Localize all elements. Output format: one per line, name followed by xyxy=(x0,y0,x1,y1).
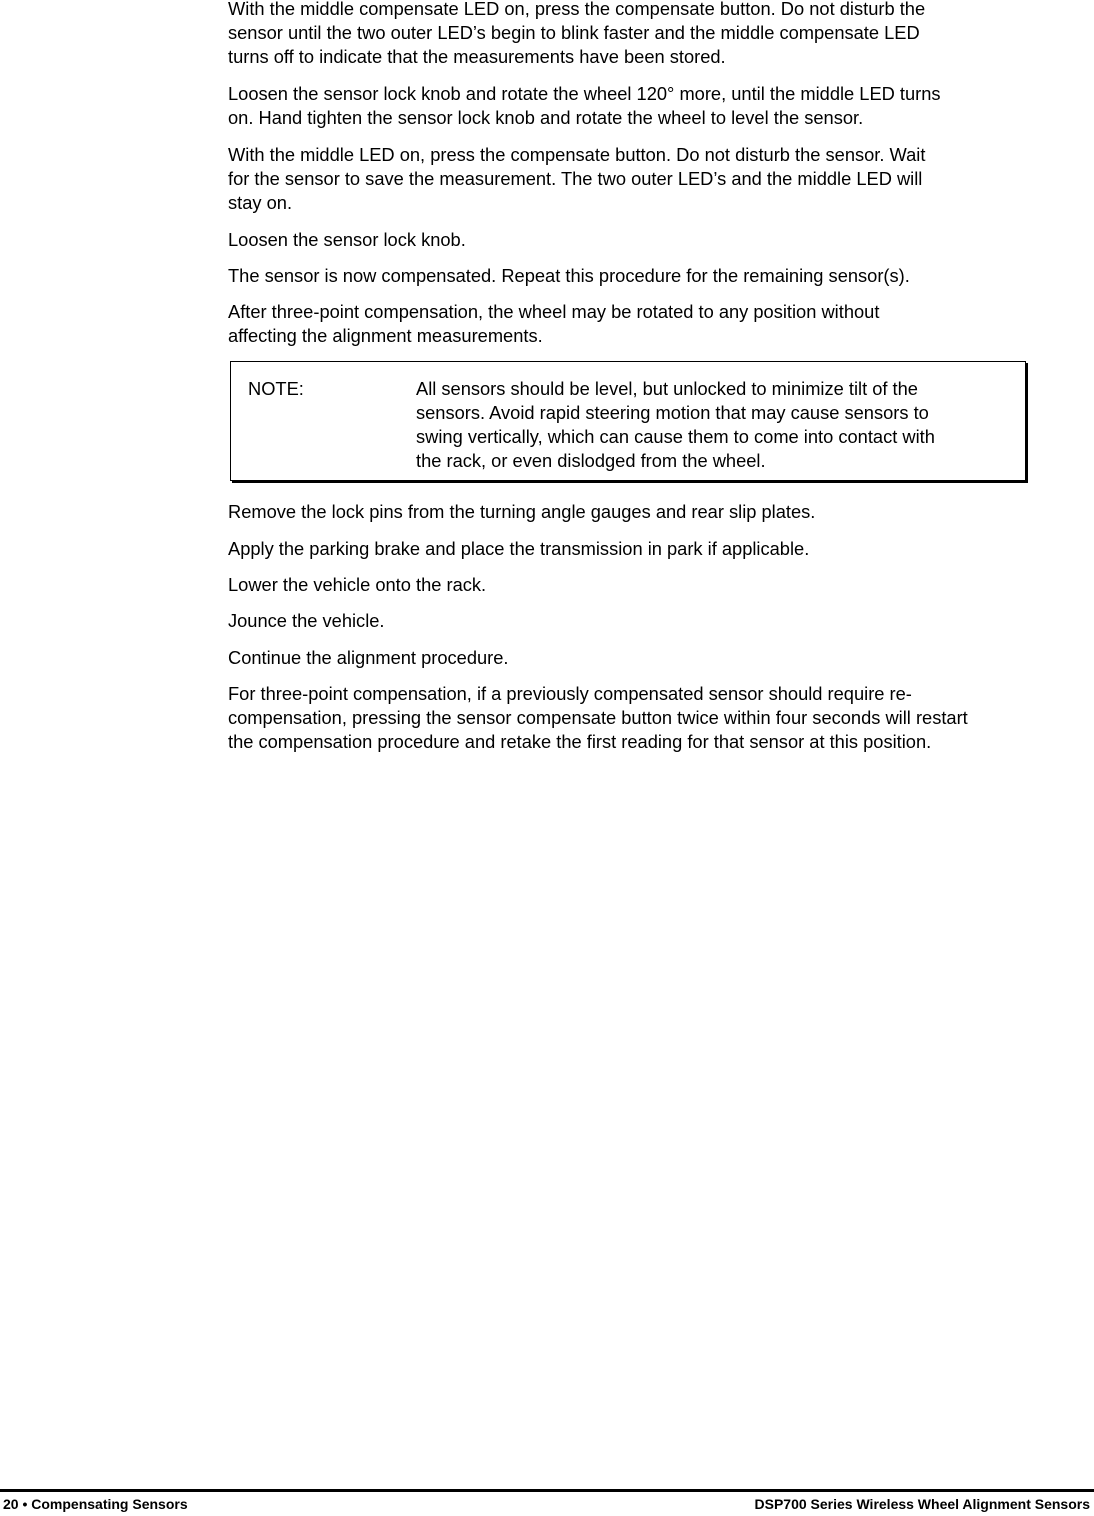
paragraph-rotate-wheel: Loosen the sensor lock knob and rotate the wheel 120° more, until the middle LED turns on. Hand tighten the sensor lock knob and rotate the wheel to level the sensor. xyxy=(228,83,941,128)
note-text: All sensors should be level, but unlocked to minimize tilt of the sensors. Avoid rapid steering motion that may cause sensors to swing vertically, which can cause them to come into contact with the rack, or even dislodged from the wheel. xyxy=(416,378,935,471)
paragraph-recompensation: For three-point compensation, if a previously compensated sensor should require re- compensation, pressing the sensor compensate button twice within four seconds will restart the compensation procedure and retake the first reading for that sensor at this position. xyxy=(228,683,968,752)
paragraph-parking-brake: Apply the parking brake and place the transmission in park if applicable. xyxy=(228,538,810,559)
paragraph-compensate-middle-led: With the middle compensate LED on, press the compensate button. Do not disturb the sensor until the two outer LED’s begin to blink faster and the middle compensate LED turns off to indicate that the measurements have been stored. xyxy=(228,0,926,67)
paragraph-lower-vehicle: Lower the vehicle onto the rack. xyxy=(228,574,487,595)
note-box xyxy=(230,361,1026,481)
footer-rule xyxy=(0,1489,1094,1492)
paragraph-remove-lock-pins: Remove the lock pins from the turning angle gauges and rear slip plates. xyxy=(228,501,816,522)
paragraph-continue-alignment: Continue the alignment procedure. xyxy=(228,647,509,668)
footer-page-section: 20 • Compensating Sensors xyxy=(3,1496,188,1512)
footer-document-title: DSP700 Series Wireless Wheel Alignment Sensors xyxy=(754,1496,1090,1512)
paragraph-jounce-vehicle: Jounce the vehicle. xyxy=(228,610,385,631)
note-label: NOTE: xyxy=(248,378,304,399)
paragraph-sensor-compensated: The sensor is now compensated. Repeat this procedure for the remaining sensor(s). xyxy=(228,265,910,286)
paragraph-press-compensate: With the middle LED on, press the compensate button. Do not disturb the sensor. Wait for the sensor to save the measurement. The two outer LED’s and the middle LED will stay on. xyxy=(228,144,926,213)
paragraph-after-compensation: After three-point compensation, the wheel may be rotated to any position without affecting the alignment measurements. xyxy=(228,301,880,346)
paragraph-loosen-knob: Loosen the sensor lock knob. xyxy=(228,229,466,250)
